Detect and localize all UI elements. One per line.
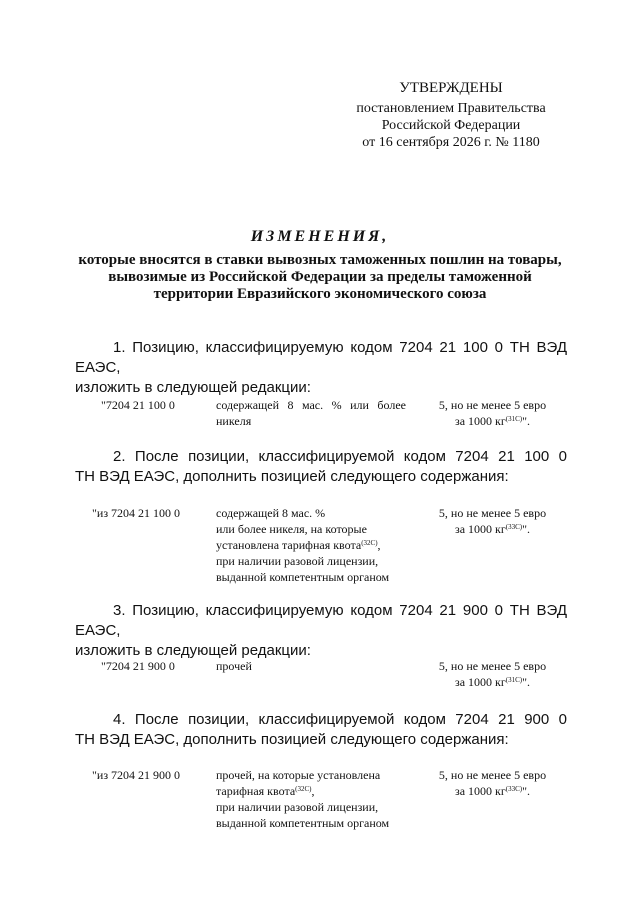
tariff-code: "из 7204 21 900 0 <box>92 768 181 782</box>
approval-line: Российской Федерации <box>381 118 521 133</box>
tariff-rate: 5, но не менее 5 евро за 1000 $кг^{(31С)}$". <box>438 659 547 689</box>
approval-title: УТВЕРЖДЕНЫ <box>399 80 503 96</box>
tariff-code: "из 7204 21 100 0 <box>92 506 181 520</box>
document-subtitle: территории Евразийского экономического союза <box>153 286 487 302</box>
approval-line: постановлением Правительства <box>356 101 546 116</box>
amendment-paragraph: 4. После позиции, классифицируемой кодом 7204 21 900 0 ТН ВЭД ЕАЭС, дополнить позицией следующего содержания: <box>75 711 567 748</box>
tariff-code: "7204 21 900 0 <box>101 659 175 673</box>
tariff-rate: 5, но не менее 5 евро за 1000 $кг^{(33С)}$". <box>438 506 547 536</box>
tariff-rate: 5, но не менее 5 евро за 1000 $кг^{(33С)}$". <box>438 768 547 798</box>
tariff-rate: 5, но не менее 5 евро за 1000 $кг^{(31С)}$". <box>438 398 547 428</box>
tariff-code: "7204 21 100 0 <box>101 398 175 412</box>
amendment-paragraph: 2. После позиции, классифицируемой кодом 7204 21 100 0 ТН ВЭД ЕАЭС, дополнить позицией следующего содержания: <box>75 448 567 485</box>
document-subtitle: вывозимые из Российской Федерации за пределы таможенной <box>108 269 532 285</box>
tariff-description: содержащей 8 мас. % или более никеля <box>216 398 406 428</box>
document-title: ИЗМЕНЕНИЯ, <box>250 228 390 245</box>
tariff-description: содержащей 8 мас. % или более никеля, на которые установлена тарифная квота$^{(32С)}$, при наличии разовой лицензии, выданной компетентным органом <box>216 506 390 584</box>
amendment-paragraph: 3. Позицию, классифицируемую кодом 7204 21 900 0 ТН ВЭД ЕАЭС, изложить в следующей редакции: <box>75 602 567 659</box>
amendment-paragraph: 1. Позицию, классифицируемую кодом 7204 21 100 0 ТН ВЭД ЕАЭС, изложить в следующей редакции: <box>75 339 567 396</box>
document-subtitle: которые вносятся в ставки вывозных таможенных пошлин на товары, <box>78 252 562 268</box>
approval-date: от 16 сентября 2026 г. № 1180 <box>362 135 540 150</box>
tariff-description: прочей, на которые установлена тарифная квота$^{(32С)}$, при наличии разовой лицензии, выданной компетентным органом <box>216 768 390 830</box>
tariff-description: прочей <box>216 659 252 673</box>
